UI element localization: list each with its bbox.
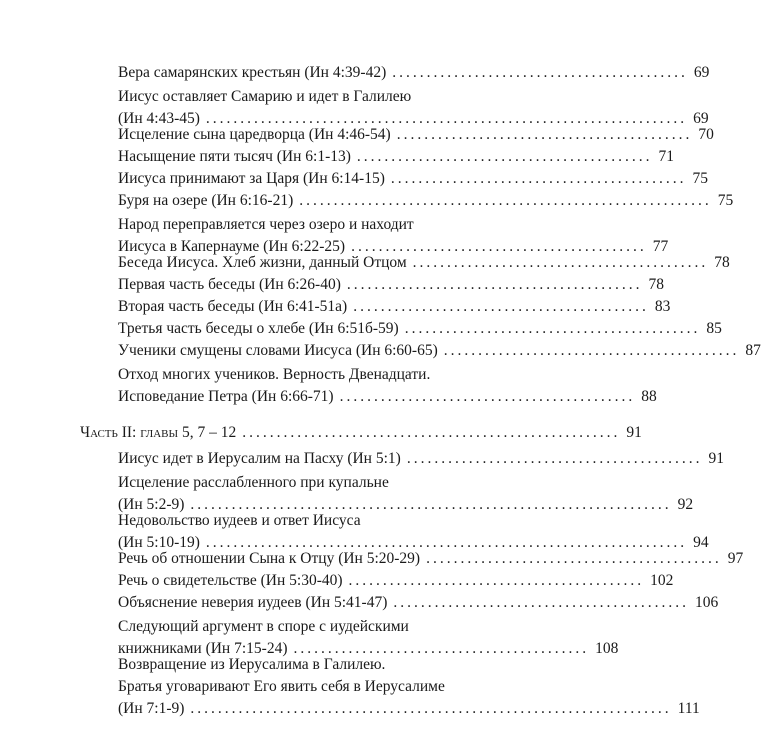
toc-entry-title-cont: Братья уговаривают Его явить себя в Иерусалиме bbox=[118, 678, 445, 695]
toc-entry-title-cont: книжниками (Ин 7:15-24) bbox=[118, 640, 288, 657]
toc-entry-title-cont: (Ин 4:43-45) bbox=[118, 110, 200, 127]
dot-leader: ........................................... bbox=[404, 320, 701, 337]
toc-entry[interactable] bbox=[118, 252, 730, 274]
dot-leader: ........................................... bbox=[356, 148, 653, 165]
dot-leader: ........................................... bbox=[412, 254, 709, 271]
toc-entry-title-cont: (Ин 5:2-9) bbox=[118, 496, 185, 513]
dot-leader: ........................................... bbox=[392, 64, 688, 81]
toc-page-number: 83 bbox=[654, 298, 671, 315]
dot-leader: ...................................................................... bbox=[205, 110, 688, 127]
toc-entry-title: Речь о свидетельстве (Ин 5:30-40) bbox=[118, 572, 343, 589]
toc-entry-title: Беседа Иисуса. Хлеб жизни, данный Отцом bbox=[118, 254, 407, 271]
toc-entry[interactable] bbox=[118, 364, 657, 408]
toc-page-number: 111 bbox=[677, 700, 700, 717]
toc-entry[interactable] bbox=[118, 190, 734, 212]
toc-page-number: 69 bbox=[693, 64, 710, 81]
toc-entry[interactable] bbox=[118, 654, 700, 720]
toc-entry[interactable] bbox=[118, 168, 709, 190]
dot-leader: ........................................... bbox=[396, 126, 693, 143]
dot-leader: ...................................................................... bbox=[205, 534, 688, 551]
toc-page-number: 78 bbox=[714, 254, 730, 271]
toc-entry[interactable] bbox=[118, 62, 710, 84]
toc-entry-title-cont: Исповедание Петра (Ин 6:66-71) bbox=[118, 388, 334, 405]
toc-page-number: 87 bbox=[745, 342, 761, 359]
dot-leader: ........................................... bbox=[390, 170, 687, 187]
dot-leader: ........................................... bbox=[348, 572, 645, 589]
toc-entry[interactable] bbox=[118, 124, 714, 146]
toc-page-number: 92 bbox=[677, 496, 694, 513]
toc-entry-title: Ученики смущены словами Иисуса (Ин 6:60-65) bbox=[118, 342, 438, 359]
toc-page-number: 78 bbox=[648, 276, 664, 293]
dot-leader: ........................................... bbox=[406, 450, 703, 467]
toc-page-number: 70 bbox=[698, 126, 714, 143]
toc-entry-title: Исцеление расслабленного при купальне bbox=[118, 474, 389, 491]
toc-page-number: 94 bbox=[693, 534, 709, 551]
toc-entry-title-cont: (Ин 5:10-19) bbox=[118, 534, 200, 551]
toc-page-number: 91 bbox=[708, 450, 724, 467]
dot-leader: ........................................... bbox=[293, 640, 590, 657]
toc-part-heading[interactable] bbox=[80, 422, 642, 444]
toc-entry[interactable] bbox=[118, 146, 675, 168]
toc-entry-title: Возвращение из Иерусалима в Галилею. bbox=[118, 656, 386, 673]
toc-page-number: 88 bbox=[641, 388, 657, 405]
toc-page-number: 106 bbox=[695, 594, 719, 611]
part-title: Часть II: главы 5, 7 – 12 bbox=[80, 424, 237, 441]
toc-page-number: 69 bbox=[693, 110, 709, 127]
toc-entry[interactable] bbox=[118, 548, 744, 570]
toc-page-number: 75 bbox=[717, 192, 734, 209]
toc-entry-title: Вера самарянских крестьян (Ин 4:39-42) bbox=[118, 64, 387, 81]
toc-entry[interactable] bbox=[118, 592, 719, 614]
toc-entry[interactable] bbox=[118, 296, 671, 318]
toc-page-number: 97 bbox=[727, 550, 744, 567]
toc-entry[interactable] bbox=[118, 318, 722, 340]
toc-entry-title: Речь об отношении Сына к Отцу (Ин 5:20-29) bbox=[118, 550, 421, 567]
toc-entry-title: Недовольство иудеев и ответ Иисуса bbox=[118, 512, 361, 529]
toc-page-number: 71 bbox=[658, 148, 675, 165]
dot-leader: ........................................... bbox=[353, 298, 649, 315]
toc-page-number: 85 bbox=[706, 320, 722, 337]
dot-leader: ........................................... bbox=[443, 342, 740, 359]
toc-entry[interactable] bbox=[118, 340, 761, 362]
dot-leader: ....................................................... bbox=[242, 424, 621, 441]
toc-page-number: 102 bbox=[650, 572, 674, 589]
dot-leader: ........................................... bbox=[346, 276, 643, 293]
dot-leader: ............................................................ bbox=[299, 192, 712, 209]
toc-entry-title: Объяснение неверия иудеев (Ин 5:41-47) bbox=[118, 594, 388, 611]
dot-leader: ........................................... bbox=[393, 594, 690, 611]
toc-entry[interactable] bbox=[118, 448, 724, 470]
toc-page-number: 77 bbox=[652, 238, 669, 255]
dot-leader: ...................................................................... bbox=[190, 496, 672, 513]
dot-leader: ........................................... bbox=[426, 550, 722, 567]
dot-leader: ........................................... bbox=[351, 238, 647, 255]
toc-entry-title: Первая часть беседы (Ин 6:26-40) bbox=[118, 276, 341, 293]
toc-entry-title: Исцеление сына царедворца (Ин 4:46-54) bbox=[118, 126, 391, 143]
dot-leader: ...................................................................... bbox=[190, 700, 672, 717]
toc-page-number: 75 bbox=[692, 170, 709, 187]
toc-page-number: 91 bbox=[626, 424, 642, 441]
toc-entry-title: Буря на озере (Ин 6:16-21) bbox=[118, 192, 294, 209]
toc-entry-title-cont: Иисуса в Капернауме (Ин 6:22-25) bbox=[118, 238, 346, 255]
toc-entry-title: Третья часть беседы о хлебе (Ин 6:51б-59) bbox=[118, 320, 399, 337]
toc-entry[interactable] bbox=[118, 274, 664, 296]
toc-entry-title: Отход многих учеников. Верность Двенадцати. bbox=[118, 366, 431, 383]
toc-entry-title-cont: (Ин 7:1-9) bbox=[118, 700, 185, 717]
dot-leader: ........................................... bbox=[339, 388, 636, 405]
toc-entry-title: Следующий аргумент в споре с иудейскими bbox=[118, 618, 409, 635]
toc-page-number: 108 bbox=[595, 640, 619, 657]
toc-entry-title: Народ переправляется через озеро и находит bbox=[118, 216, 414, 233]
toc-entry-title: Иисус оставляет Самарию и идет в Галилею bbox=[118, 88, 412, 105]
toc-entry-title: Насыщение пяти тысяч (Ин 6:1-13) bbox=[118, 148, 351, 165]
toc-entry-title: Иисуса принимают за Царя (Ин 6:14-15) bbox=[118, 170, 385, 187]
toc-entry[interactable] bbox=[118, 570, 674, 592]
toc-entry-title: Вторая часть беседы (Ин 6:41-51а) bbox=[118, 298, 348, 315]
toc-entry-title: Иисус идет в Иерусалим на Пасху (Ин 5:1) bbox=[118, 450, 401, 467]
